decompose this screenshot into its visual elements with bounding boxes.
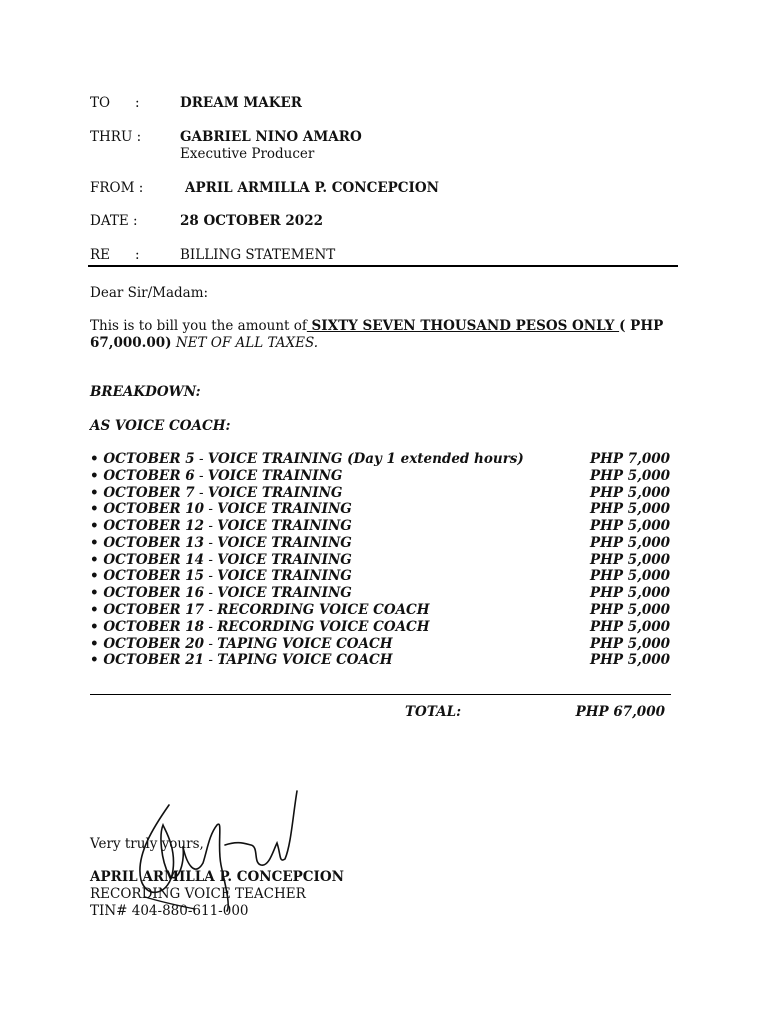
list-item (90, 602, 670, 619)
item-date: • OCTOBER 13 (90, 535, 205, 551)
list-item (90, 535, 670, 552)
intro-text: This is to bill you the amount of (90, 318, 307, 334)
item-date: • OCTOBER 14 (90, 552, 205, 568)
item-separator: - (204, 652, 218, 668)
item-amount: PHP 5,000 (589, 602, 670, 618)
item-separator: - (204, 636, 218, 652)
item-separator: - (204, 501, 218, 517)
item-date: • OCTOBER 5 (90, 451, 195, 467)
item-desc: VOICE TRAINING (217, 535, 352, 551)
list-item (90, 619, 670, 636)
from-value: APRIL ARMILLA P. CONCEPCION (185, 180, 439, 196)
salutation: Dear Sir/Madam: (90, 285, 209, 301)
item-date: • OCTOBER 6 (90, 468, 195, 484)
item-amount: PHP 5,000 (589, 585, 670, 601)
item-date: • OCTOBER 7 (90, 485, 195, 501)
item-amount: PHP 5,000 (589, 636, 670, 652)
date-label: DATE : (90, 213, 138, 229)
bill-amount-line-2 (90, 335, 318, 351)
item-desc: RECORDING VOICE COACH (217, 602, 430, 618)
signatory-role: RECORDING VOICE TEACHER (90, 886, 306, 902)
re-colon: : (135, 247, 140, 263)
item-date: • OCTOBER 21 (90, 652, 205, 668)
to-value: DREAM MAKER (180, 95, 302, 111)
item-desc: VOICE TRAINING (207, 485, 343, 501)
list-item (90, 636, 670, 653)
item-amount: PHP 5,000 (589, 619, 670, 635)
list-item (90, 451, 670, 468)
signatory-tin: TIN# 404-880-611-000 (90, 903, 249, 919)
item-date: • OCTOBER 16 (90, 585, 205, 601)
list-item (90, 652, 670, 669)
item-desc: VOICE TRAINING (217, 552, 352, 568)
item-amount: PHP 5,000 (589, 501, 670, 517)
breakdown-title: BREAKDOWN: (90, 384, 201, 400)
to-colon: : (135, 95, 140, 111)
item-separator: - (194, 485, 208, 501)
date-value: 28 OCTOBER 2022 (180, 213, 323, 229)
item-separator: - (204, 619, 218, 635)
item-date: • OCTOBER 10 (90, 501, 205, 517)
item-date: • OCTOBER 20 (90, 636, 205, 652)
re-label: RE (90, 247, 111, 263)
amount-php-open: ( PHP (619, 318, 664, 334)
valediction: Very truly yours, (90, 836, 204, 852)
item-amount: PHP 5,000 (589, 518, 670, 534)
item-desc: VOICE TRAINING (Day 1 extended hours) (207, 451, 524, 467)
item-desc: VOICE TRAINING (217, 501, 352, 517)
item-desc: TAPING VOICE COACH (217, 636, 393, 652)
item-date: • OCTOBER 12 (90, 518, 205, 534)
from-label: FROM : (90, 180, 144, 196)
item-date: • OCTOBER 17 (90, 602, 205, 618)
breakdown-section: AS VOICE COACH: (90, 418, 231, 434)
list-item (90, 552, 670, 569)
item-amount: PHP 5,000 (589, 568, 670, 584)
item-desc: TAPING VOICE COACH (217, 652, 393, 668)
list-item (90, 585, 670, 602)
list-item (90, 485, 670, 502)
item-desc: VOICE TRAINING (207, 468, 343, 484)
thru-label: THRU : (90, 129, 142, 145)
item-separator: - (204, 568, 218, 584)
item-amount: PHP 5,000 (589, 468, 670, 484)
item-separator: - (204, 552, 218, 568)
item-desc: RECORDING VOICE COACH (217, 619, 430, 635)
item-amount: PHP 5,000 (589, 552, 670, 568)
item-amount: PHP 5,000 (589, 535, 670, 551)
list-item (90, 468, 670, 485)
item-amount: PHP 5,000 (589, 652, 670, 668)
net-text: NET OF ALL TAXES. (175, 335, 319, 351)
thru-value: GABRIEL NINO AMARO (180, 129, 362, 145)
thru-subtitle: Executive Producer (180, 146, 315, 162)
item-separator: - (204, 518, 218, 534)
item-amount: PHP 7,000 (589, 451, 670, 467)
item-separator: - (204, 585, 218, 601)
re-value: BILLING STATEMENT (180, 247, 336, 263)
amount-words: SIXTY SEVEN THOUSAND PESOS ONLY (306, 318, 620, 334)
amount-php-value: 67,000.00) (90, 335, 172, 351)
item-date: • OCTOBER 18 (90, 619, 205, 635)
item-date: • OCTOBER 15 (90, 568, 205, 584)
item-separator: - (204, 602, 218, 618)
item-desc: VOICE TRAINING (217, 518, 352, 534)
item-desc: VOICE TRAINING (217, 585, 352, 601)
bill-amount-line-1 (90, 318, 663, 334)
list-item (90, 501, 670, 518)
item-separator: - (194, 468, 208, 484)
list-item (90, 568, 670, 585)
item-separator: - (204, 535, 218, 551)
to-label: TO (90, 95, 111, 111)
item-separator: - (194, 451, 208, 467)
header-divider (88, 265, 678, 267)
signatory-name: APRIL ARMILLA P. CONCEPCION (90, 869, 344, 885)
total-divider (90, 694, 671, 695)
total-label: TOTAL: (405, 704, 462, 720)
item-amount: PHP 5,000 (589, 485, 670, 501)
total-value: PHP 67,000 (575, 704, 665, 720)
item-desc: VOICE TRAINING (217, 568, 352, 584)
list-item (90, 518, 670, 535)
